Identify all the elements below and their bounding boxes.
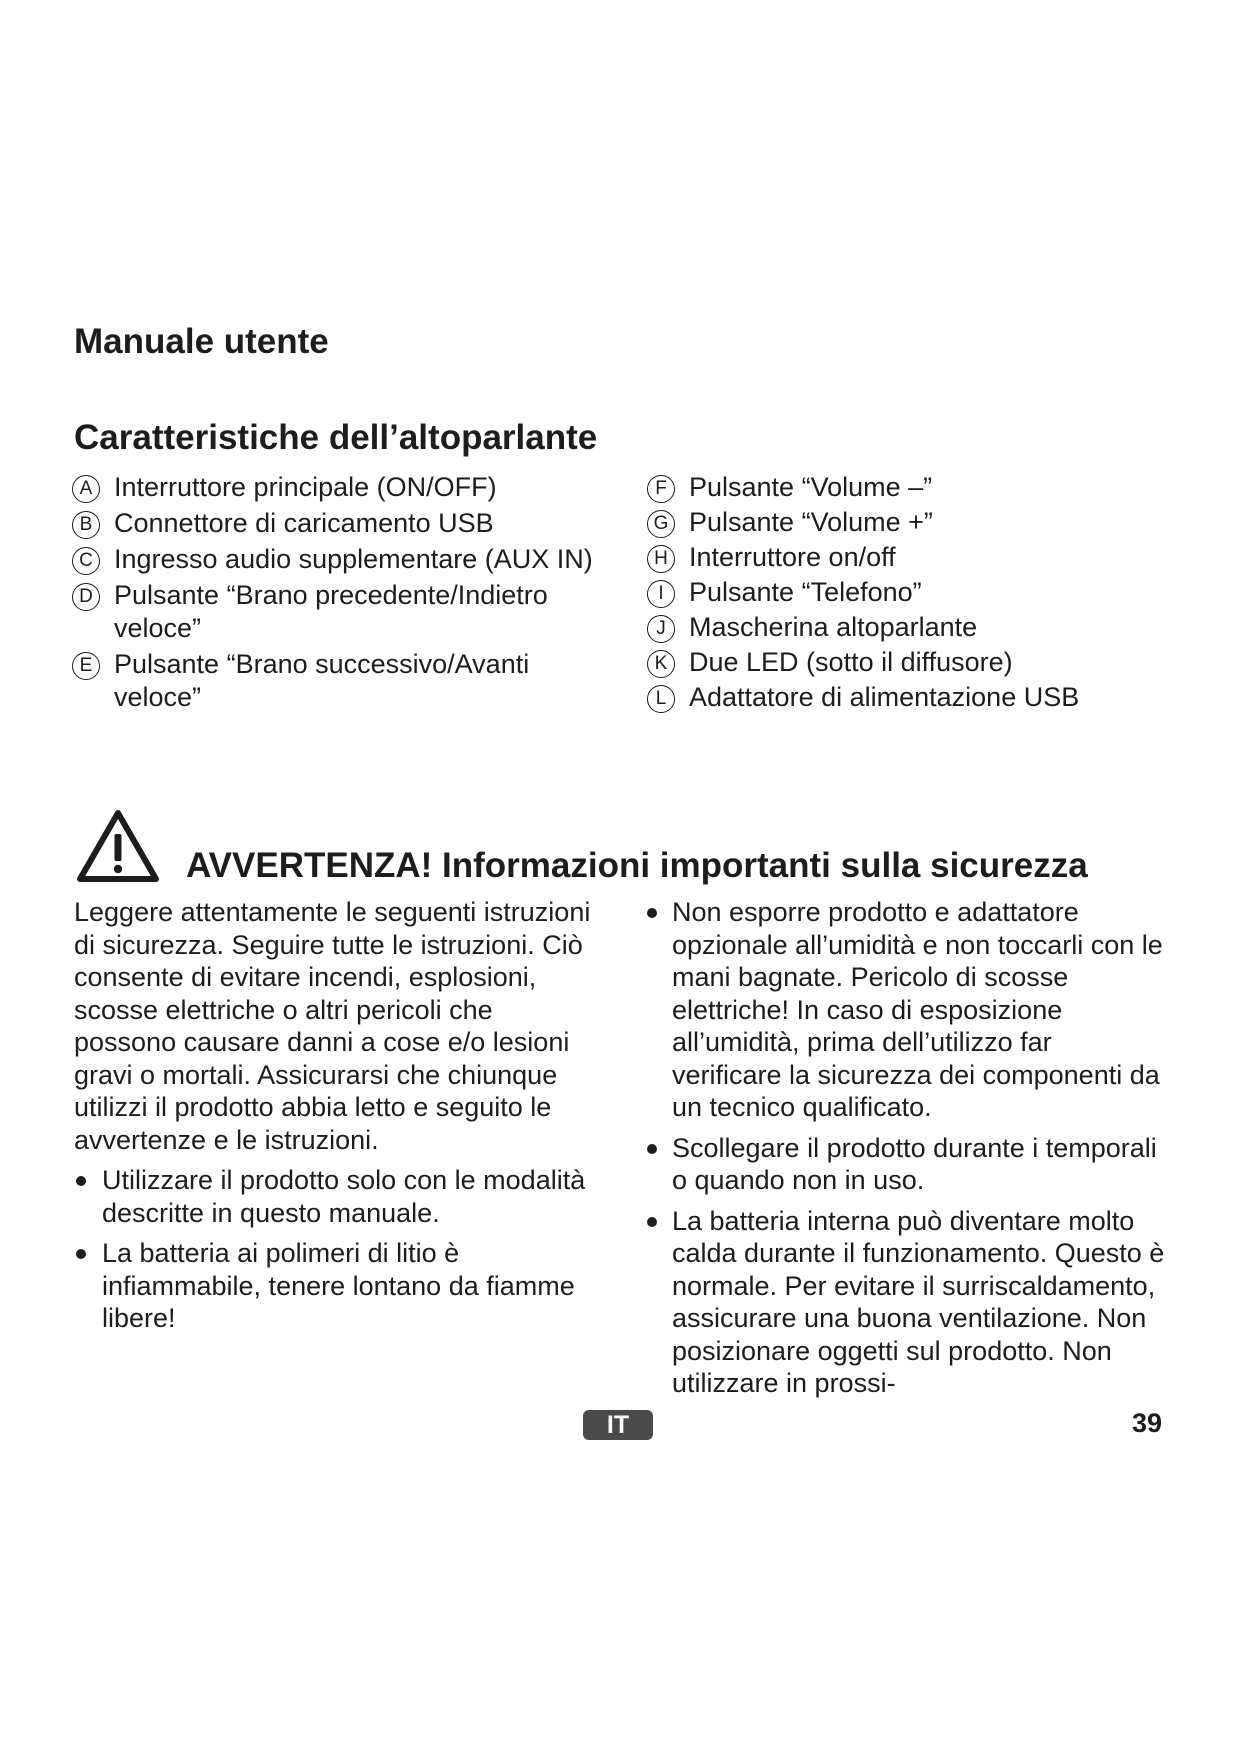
feature-item <box>647 576 1147 609</box>
circled-letter-k: K <box>647 650 675 678</box>
bullet-icon <box>647 908 657 918</box>
feature-label: Interruttore on/off <box>689 542 896 572</box>
feature-label: Pulsante “Brano precedente/Indietro veloce” <box>114 580 548 643</box>
language-badge: IT <box>583 1410 653 1440</box>
circled-letter-c: C <box>72 547 100 575</box>
feature-item <box>647 681 1147 714</box>
circled-letter-f: F <box>647 475 675 503</box>
feature-item <box>647 611 1147 644</box>
features-heading: Caratteristiche dell’altoparlante <box>74 418 598 457</box>
warning-bullets-left <box>74 1164 594 1335</box>
circled-letter-j: J <box>647 615 675 643</box>
bullet-item <box>645 1132 1165 1197</box>
circled-letter-h: H <box>647 545 675 573</box>
feature-label: Ingresso audio supplementare (AUX IN) <box>114 544 593 574</box>
feature-item <box>72 543 612 576</box>
feature-label: Due LED (sotto il diffusore) <box>689 647 1013 677</box>
circled-letter-e: E <box>72 652 100 680</box>
page-title: Manuale utente <box>74 322 329 361</box>
feature-label: Pulsante “Telefono” <box>689 577 922 607</box>
bullet-icon <box>76 1249 86 1259</box>
bullet-icon <box>647 1144 657 1154</box>
bullet-item <box>74 1237 594 1335</box>
bullet-text: Utilizzare il prodotto solo con le modalità descritte in questo manuale. <box>102 1165 586 1228</box>
feature-item <box>647 541 1147 574</box>
bullet-text: La batteria interna può diventare molto calda durante il funzionamento. Questo è normale. Per evitare il surriscaldamento, assicurare una buona ventilazione. Non posizionare oggetti sul prodotto. Non utilizzare in prossi- <box>672 1205 1165 1398</box>
bullet-item <box>74 1164 594 1229</box>
bullet-icon <box>647 1217 657 1227</box>
bullet-item <box>645 896 1165 1124</box>
bullet-text: Scollegare il prodotto durante i temporali o quando non in uso. <box>672 1132 1157 1195</box>
bullet-icon <box>76 1176 86 1186</box>
page-number: 39 <box>1132 1408 1163 1438</box>
bullet-text: Non esporre prodotto e adattatore opzionale all’umidità e non toccarli con le mani bagnate. Pericolo di scosse elettriche! In caso di esposizione all’umidità, prima dell’utilizzo far verificare la sicurezza dei componenti da un tecnico qualificato. <box>672 897 1163 1122</box>
bullet-text: La batteria ai polimeri di litio è infiammabile, tenere lontano da fiamme libere! <box>102 1238 575 1333</box>
feature-label: Connettore di caricamento USB <box>114 508 494 538</box>
feature-item <box>72 471 612 504</box>
warning-heading: AVVERTENZA! Informazioni importanti sulla sicurezza <box>186 846 1088 885</box>
warning-column-right <box>645 896 1165 1408</box>
feature-item <box>647 646 1147 679</box>
feature-label: Mascherina altoparlante <box>689 612 978 642</box>
features-list-right <box>647 471 1147 716</box>
feature-label: Pulsante “Volume –” <box>689 472 933 502</box>
feature-label: Pulsante “Volume +” <box>689 507 933 537</box>
feature-item <box>72 507 612 540</box>
bullet-item <box>645 1205 1165 1400</box>
feature-item <box>72 648 612 714</box>
feature-label: Pulsante “Brano successivo/Avanti veloce” <box>114 649 530 712</box>
feature-item <box>647 506 1147 539</box>
warning-column-left <box>74 896 594 1343</box>
circled-letter-b: B <box>72 511 100 539</box>
circled-letter-g: G <box>647 510 675 538</box>
feature-label: Adattatore di alimentazione USB <box>689 682 1080 712</box>
features-list-left <box>72 471 612 717</box>
warning-intro: Leggere attentamente le seguenti istruzioni di sicurezza. Seguire tutte le istruzioni. Ciò consente di evitare incendi, esplosioni, scosse elettriche o altri pericoli che possono causare danni a cose e/o lesioni gravi o mortali. Assicurarsi che chiunque utilizzi il prodotto abbia letto e seguito le avvertenze e le istruzioni. <box>74 897 591 1155</box>
circled-letter-l: L <box>647 685 675 713</box>
circled-letter-d: D <box>72 583 100 611</box>
feature-item <box>647 471 1147 504</box>
circled-letter-a: A <box>72 475 100 503</box>
warning-triangle-icon <box>75 808 161 884</box>
feature-label: Interruttore principale (ON/OFF) <box>114 472 497 502</box>
feature-item <box>72 579 612 645</box>
circled-letter-i: I <box>647 580 675 608</box>
warning-bullets-right <box>645 896 1165 1400</box>
